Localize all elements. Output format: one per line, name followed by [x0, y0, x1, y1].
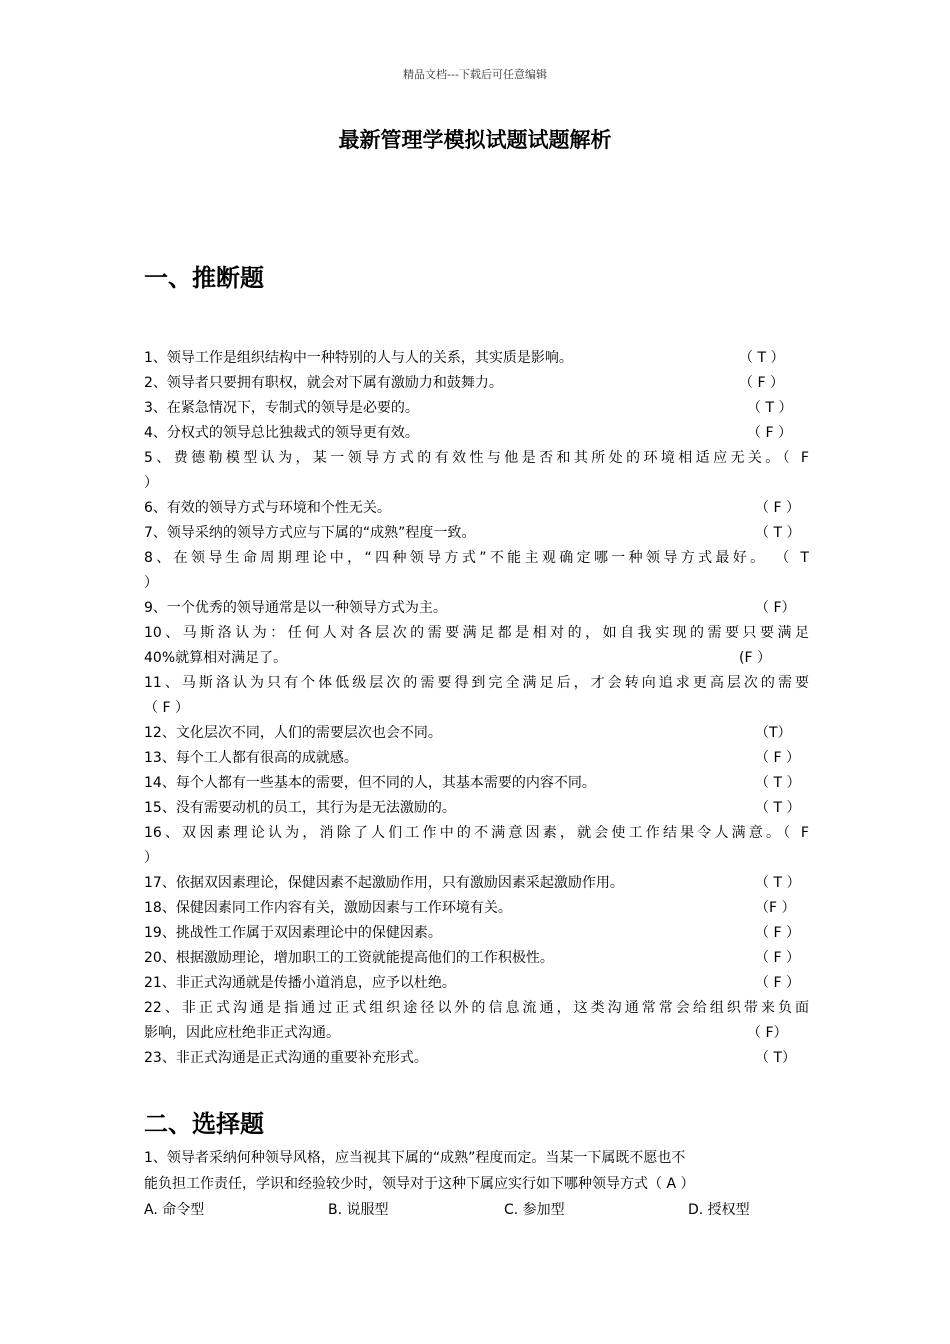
tf-item-continuation	[144, 471, 809, 496]
tf-item-answer: （ T）	[755, 1050, 797, 1066]
true-false-list	[144, 346, 809, 1071]
tf-item	[144, 521, 809, 546]
tf-item-answer: （ F ）	[755, 950, 800, 966]
tf-item-text: 23、非正式沟通是正式沟通的重要补充形式。	[144, 1050, 428, 1066]
tf-item	[144, 996, 809, 1046]
option-a: A. 命令型	[144, 1202, 205, 1218]
page-header: 精品文档---下载后可任意编辑	[403, 68, 547, 81]
tf-item	[144, 771, 809, 796]
tf-item-answer: （ F ）	[755, 925, 800, 941]
tf-item-answer: （ F）	[747, 1025, 788, 1041]
page-title: 最新管理学模拟试题试题解析	[338, 128, 612, 152]
tf-item-text: 11、马斯洛认为只有个体低级层次的需要得到完全满足后，才会转向追求更高层次的需要	[144, 675, 809, 691]
tf-item-text: 4、分权式的领导总比独裁式的领导更有效。	[144, 425, 419, 441]
tf-item-continuation-text: 影响，因此应杜绝非正式沟通。	[144, 1025, 340, 1041]
tf-item	[144, 971, 809, 996]
option-b: B. 说服型	[328, 1202, 389, 1218]
tf-item	[144, 496, 809, 521]
tf-item-answer: （ F ）	[739, 375, 784, 391]
tf-item-continuation	[144, 571, 809, 596]
tf-item	[144, 546, 809, 596]
option-row	[144, 1197, 809, 1223]
tf-item-text: 5、费德勒模型认为，某一领导方式的有效性与他是否和其所处的环境相适应无关。（ F	[144, 450, 809, 466]
tf-item-continuation	[144, 646, 809, 671]
tf-item-text: 19、挑战性工作属于双因素理论中的保健因素。	[144, 925, 442, 941]
tf-item-text: 2、领导者只要拥有职权，就会对下属有激励力和鼓舞力。	[144, 375, 503, 391]
tf-item	[144, 896, 809, 921]
tf-item-answer: （ T ）	[755, 800, 801, 816]
tf-item-answer: （ F ）	[755, 500, 800, 516]
tf-item-text: 8、在领导生命周期理论中，“四种领导方式”不能主观确定哪一种领导方式最好。 （ T	[144, 550, 809, 566]
question-text-line: 1、领导者采纳何种领导风格，应当视其下属的“成熟”程度而定。当某一下属既不愿也不	[144, 1150, 686, 1166]
tf-item-answer: （ T ）	[755, 775, 801, 791]
tf-item-text: 16、双因素理论认为，消除了人们工作中的不满意因素，就会使工作结果令人满意。（ F	[144, 825, 809, 841]
tf-item	[144, 946, 809, 971]
tf-item-answer: （ F ）	[755, 975, 800, 991]
tf-item-text: 21、非正式沟通就是传播小道消息，应予以杜绝。	[144, 975, 456, 991]
tf-item-answer: （T）	[755, 725, 792, 741]
option-c: C. 参加型	[504, 1202, 565, 1218]
tf-item-continuation	[144, 696, 809, 721]
tf-item-continuation	[144, 1021, 809, 1046]
tf-item-answer: (F ）	[739, 650, 771, 666]
tf-item-text: 14、每个人都有一些基本的需要，但不同的人，其基本需要的内容不同。	[144, 775, 596, 791]
tf-item-continuation-text: 40%就算相对满足了。	[144, 650, 288, 666]
tf-item	[144, 346, 809, 371]
tf-item-text: 13、每个工人都有很高的成就感。	[144, 750, 358, 766]
option-d: D. 授权型	[688, 1202, 750, 1218]
tf-item	[144, 396, 809, 421]
tf-item-answer: （ T ）	[739, 350, 785, 366]
tf-item-answer: （ F ）	[755, 750, 800, 766]
tf-item-continuation-text: ）	[144, 850, 158, 866]
section-heading-judgment: 一、推断题	[144, 264, 264, 292]
tf-item	[144, 421, 809, 446]
question-text-line: 能负担工作责任，学识和经验较少时，领导对于这种下属应实行如下哪种领导方式（ A ）	[144, 1176, 695, 1192]
section-heading-choice: 二、选择题	[144, 1110, 264, 1138]
tf-item	[144, 821, 809, 871]
tf-item	[144, 371, 809, 396]
tf-item-continuation-text: （ F ）	[144, 700, 189, 716]
tf-item-text: 6、有效的领导方式与环境和个性无关。	[144, 500, 391, 516]
tf-item-continuation-text: ）	[144, 475, 158, 491]
tf-item	[144, 1046, 809, 1071]
tf-item-answer: （ T ）	[747, 400, 793, 416]
choice-question-1	[144, 1145, 809, 1223]
tf-item-answer: （ T ）	[755, 875, 801, 891]
tf-item-answer: （ F ）	[747, 425, 792, 441]
tf-item	[144, 596, 809, 621]
tf-item-text: 12、文化层次不同，人们的需要层次也会不同。	[144, 725, 442, 741]
tf-item-continuation	[144, 846, 809, 871]
tf-item-text: 1、领导工作是组织结构中一种特别的人与人的关系，其实质是影响。	[144, 350, 573, 366]
tf-item-answer: （ F）	[755, 600, 796, 616]
tf-item-text: 20、根据激励理论，增加职工的工资就能提高他们的工作积极性。	[144, 950, 554, 966]
tf-item	[144, 621, 809, 671]
tf-item	[144, 796, 809, 821]
tf-item	[144, 721, 809, 746]
tf-item-text: 22、非正式沟通是指通过正式组织途径以外的信息流通，这类沟通常常会给组织带来负面	[144, 1000, 809, 1016]
tf-item	[144, 446, 809, 496]
tf-item	[144, 746, 809, 771]
tf-item-text: 10、马斯洛认为：任何人对各层次的需要满足都是相对的，如自我实现的需要只要满足	[144, 625, 809, 641]
tf-item-text: 15、没有需要动机的员工，其行为是无法激励的。	[144, 800, 456, 816]
tf-item	[144, 871, 809, 896]
tf-item-answer: （F ）	[755, 900, 796, 916]
tf-item-text: 7、领导采纳的领导方式应与下属的“成熟”程度一致。	[144, 525, 476, 541]
tf-item-text: 17、依据双因素理论，保健因素不起激励作用，只有激励因素采起激励作用。	[144, 875, 624, 891]
tf-item	[144, 671, 809, 721]
tf-item-continuation-text: ）	[144, 575, 158, 591]
tf-item-text: 9、一个优秀的领导通常是以一种领导方式为主。	[144, 600, 447, 616]
tf-item	[144, 921, 809, 946]
tf-item-answer: （ T ）	[755, 525, 801, 541]
tf-item-text: 3、在紧急情况下，专制式的领导是必要的。	[144, 400, 419, 416]
tf-item-text: 18、保健因素同工作内容有关，激励因素与工作环境有关。	[144, 900, 512, 916]
